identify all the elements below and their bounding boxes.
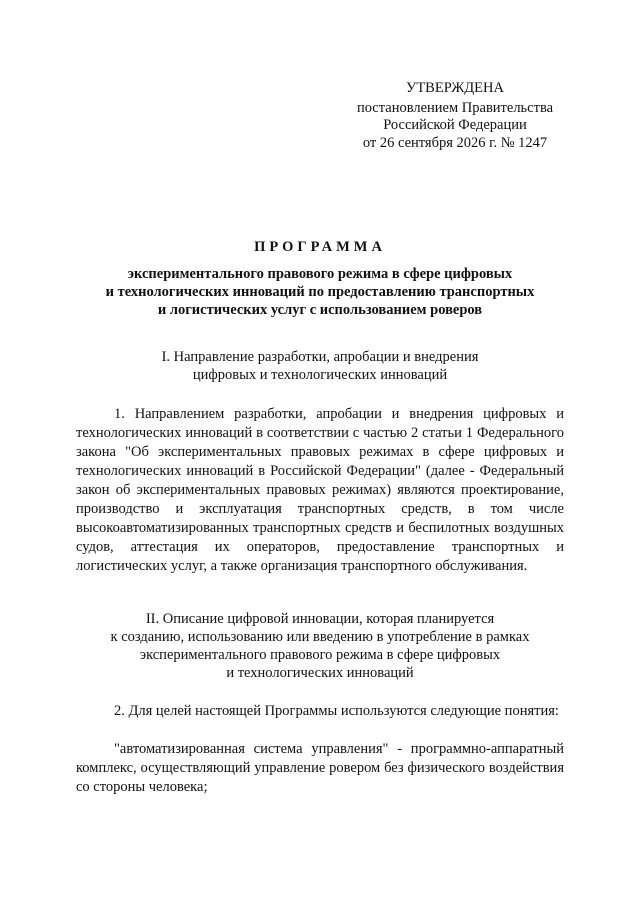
program-subtitle xyxy=(60,265,580,319)
paragraph-2: 2. Для целей настоящей Программы используются следующие понятия: xyxy=(114,703,559,719)
paragraph-3: "автоматизированная система управления" - программно-аппаратный комплекс, осуществляющий управление ровером без физического воздействия со стороны человека; xyxy=(76,741,564,795)
section-2-heading xyxy=(60,610,580,682)
approval-stamp-title: УТВЕРЖДЕНА xyxy=(406,80,504,96)
program-subtitle-line-2: и технологических инноваций по предоставлению транспортных xyxy=(105,284,535,300)
approval-line-1: постановлением Правительства xyxy=(356,99,554,116)
program-subtitle-line-1: экспериментального правового режима в сфере цифровых xyxy=(127,266,513,282)
section-2-heading-line-3: экспериментального правового режима в сфере цифровых xyxy=(139,647,501,663)
section-2-heading-line-2: к созданию, использованию или введению в употребление в рамках xyxy=(110,629,530,645)
section-1-heading-line-2: цифровых и технологических инноваций xyxy=(192,367,448,383)
program-title: ПРОГРАММА xyxy=(254,239,386,255)
section-2-heading-line-4: и технологических инноваций xyxy=(226,665,414,681)
section-2-heading-line-1: II. Описание цифровой инновации, которая планируется xyxy=(145,611,495,627)
paragraph-1: 1. Направлением разработки, апробации и внедрения цифровых и технологических инноваций в соответствии с частью 2 статьи 1 Федерального закона "Об экспериментальных правовых режимах в сфере цифровых и технологических инноваций в Российской Федерации" (далее - Федеральный закон об экспериментальных правовых режимах) являются проектирование, производство и эксплуатация транспортных средств, в том числе высокоавтоматизированных транспортных средств и беспилотных воздушных судов, аттестация их операторов, предоставление транспортных и логистических услуг, а также организация транспортного обслуживания. xyxy=(76,406,564,574)
approval-line-3: от 26 сентября 2026 г. № 1247 xyxy=(362,134,548,151)
section-1-heading xyxy=(60,348,580,384)
approval-block xyxy=(340,80,570,152)
approval-line-2: Российской Федерации xyxy=(383,117,527,133)
program-subtitle-line-3: и логистических услуг с использованием роверов xyxy=(157,302,483,318)
section-1-heading-line-1: I. Направление разработки, апробации и внедрения xyxy=(161,349,479,365)
